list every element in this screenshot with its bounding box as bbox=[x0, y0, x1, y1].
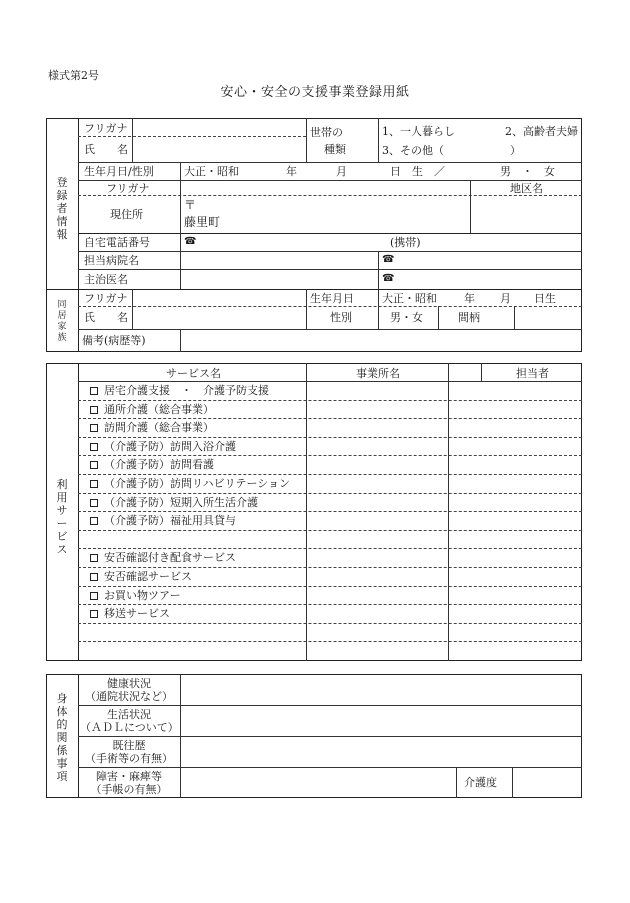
dob-sex-label: 生年月日/性別 bbox=[84, 165, 154, 178]
dob-month: 月 bbox=[336, 165, 347, 178]
service-row[interactable] bbox=[90, 478, 290, 489]
mobile-label: (携帯) bbox=[390, 236, 421, 249]
address-furigana-label: フリガナ bbox=[106, 182, 150, 195]
service-row[interactable] bbox=[90, 404, 214, 415]
service-checkbox[interactable] bbox=[90, 554, 98, 562]
cohabitant-section-label: 同居家族 bbox=[57, 300, 67, 343]
service-label: （介護予防）福祉用具貸与 bbox=[104, 514, 236, 528]
page-title: 安心・安全の支援事業登録用紙 bbox=[220, 85, 410, 100]
service-row[interactable] bbox=[90, 441, 236, 452]
health-label: 健康状況 bbox=[107, 677, 151, 690]
service-checkbox[interactable] bbox=[90, 592, 98, 600]
household-type-label: 世帯の bbox=[310, 126, 343, 139]
cohab-day: 日生 bbox=[534, 292, 556, 305]
service-row[interactable] bbox=[90, 590, 181, 601]
dob-year: 年 bbox=[286, 165, 297, 178]
service-row[interactable] bbox=[90, 497, 258, 508]
service-checkbox[interactable] bbox=[90, 443, 98, 451]
service-row[interactable] bbox=[90, 385, 269, 396]
doctor-phone-icon: ☎ bbox=[382, 273, 395, 284]
service-label: お買い物ツアー bbox=[104, 588, 181, 602]
name-input[interactable] bbox=[134, 137, 304, 161]
cohab-sex-choice[interactable]: 男・女 bbox=[390, 311, 423, 324]
dob-day: 日 生 ／ bbox=[390, 165, 445, 178]
care-level-label: 介護度 bbox=[464, 776, 497, 789]
service-label: 安否確認サービス bbox=[104, 570, 192, 583]
col-staff: 担当者 bbox=[516, 367, 549, 380]
service-label: 訪問介護（総合事業） bbox=[104, 421, 214, 435]
service-checkbox[interactable] bbox=[90, 480, 98, 488]
name-label: 氏 名 bbox=[84, 143, 128, 156]
service-checkbox[interactable] bbox=[90, 499, 98, 507]
history-label-sub: （手術等の有無） bbox=[85, 752, 173, 765]
disability-label-sub: （手帳の有無） bbox=[90, 783, 168, 796]
service-checkbox[interactable] bbox=[90, 573, 98, 581]
household-option-alone[interactable]: 1、一人暮らし bbox=[382, 125, 455, 138]
registrant-section-label: 登録者情報 bbox=[56, 176, 68, 241]
service-checkbox[interactable] bbox=[90, 461, 98, 469]
household-type-label-2: 種類 bbox=[324, 143, 346, 156]
service-label: 居宅介護支援 ・ 介護予防支援 bbox=[104, 384, 269, 397]
service-label: （介護予防）訪問看護 bbox=[104, 458, 214, 472]
home-phone-label: 自宅電話番号 bbox=[84, 236, 150, 249]
health-label-sub: （通院状況など） bbox=[85, 690, 173, 703]
service-label: 移送サービス bbox=[104, 607, 170, 621]
cohab-name-label: 氏 名 bbox=[84, 311, 128, 324]
household-option-other[interactable]: 3、その他（ ） bbox=[382, 144, 521, 157]
service-row[interactable] bbox=[90, 552, 236, 563]
col-office-name: 事業所名 bbox=[356, 367, 400, 380]
home-phone-icon: ☎ bbox=[184, 236, 197, 247]
hospital-label: 担当病院名 bbox=[84, 254, 139, 267]
service-checkbox[interactable] bbox=[90, 424, 98, 432]
household-option-elderly-couple[interactable]: 2、高齢者夫婦 bbox=[505, 125, 578, 138]
cohab-notes-label: 備考(病歴等) bbox=[82, 334, 146, 347]
sex-choice[interactable]: 男 ・ 女 bbox=[500, 165, 555, 178]
cohab-sex-label: 性別 bbox=[330, 311, 352, 324]
service-row[interactable] bbox=[90, 571, 192, 582]
service-row[interactable] bbox=[90, 515, 236, 526]
history-label: 既往歴 bbox=[112, 739, 146, 752]
service-checkbox[interactable] bbox=[90, 387, 98, 395]
service-checkbox[interactable] bbox=[90, 517, 98, 525]
dob-era[interactable]: 大正・昭和 bbox=[184, 165, 239, 178]
town-name: 藤里町 bbox=[184, 215, 221, 229]
life-label-sub: （ＡＤＬについて） bbox=[80, 721, 179, 734]
address-label: 現住所 bbox=[110, 208, 143, 221]
cohab-year: 年 bbox=[464, 292, 475, 305]
cohab-relation-label: 間柄 bbox=[458, 311, 480, 324]
cohab-era[interactable]: 大正・昭和 bbox=[382, 292, 437, 305]
cohab-furigana-label: フリガナ bbox=[84, 292, 128, 305]
service-row[interactable] bbox=[90, 608, 170, 619]
life-label: 生活状況 bbox=[107, 708, 151, 721]
services-section-label: 利用サービス bbox=[56, 478, 68, 556]
service-row[interactable] bbox=[90, 459, 214, 470]
service-label: （介護予防）訪問リハビリテーション bbox=[104, 477, 291, 490]
cohab-dob-label: 生年月日 bbox=[310, 292, 354, 305]
form-number: 様式第2号 bbox=[48, 69, 99, 82]
disability-label: 障害・麻痺等 bbox=[96, 770, 162, 783]
service-label: 安否確認付き配食サービス bbox=[104, 551, 236, 565]
col-service-name: サービス名 bbox=[166, 367, 221, 380]
postal-mark: 〒 bbox=[184, 198, 197, 212]
service-label: 通所介護（総合事業） bbox=[104, 402, 214, 416]
physical-section-label: 身体的関係事項 bbox=[56, 692, 68, 783]
service-label: （介護予防）短期入所生活介護 bbox=[104, 495, 258, 509]
hospital-phone-icon: ☎ bbox=[382, 254, 395, 265]
district-label: 地区名 bbox=[510, 182, 543, 195]
cohab-month: 月 bbox=[500, 292, 511, 305]
service-checkbox[interactable] bbox=[90, 610, 98, 618]
service-label: （介護予防）訪問入浴介護 bbox=[104, 439, 236, 453]
furigana-label: フリガナ bbox=[84, 122, 128, 135]
doctor-label: 主治医名 bbox=[84, 273, 128, 286]
service-row[interactable] bbox=[90, 422, 214, 433]
service-checkbox[interactable] bbox=[90, 406, 98, 414]
